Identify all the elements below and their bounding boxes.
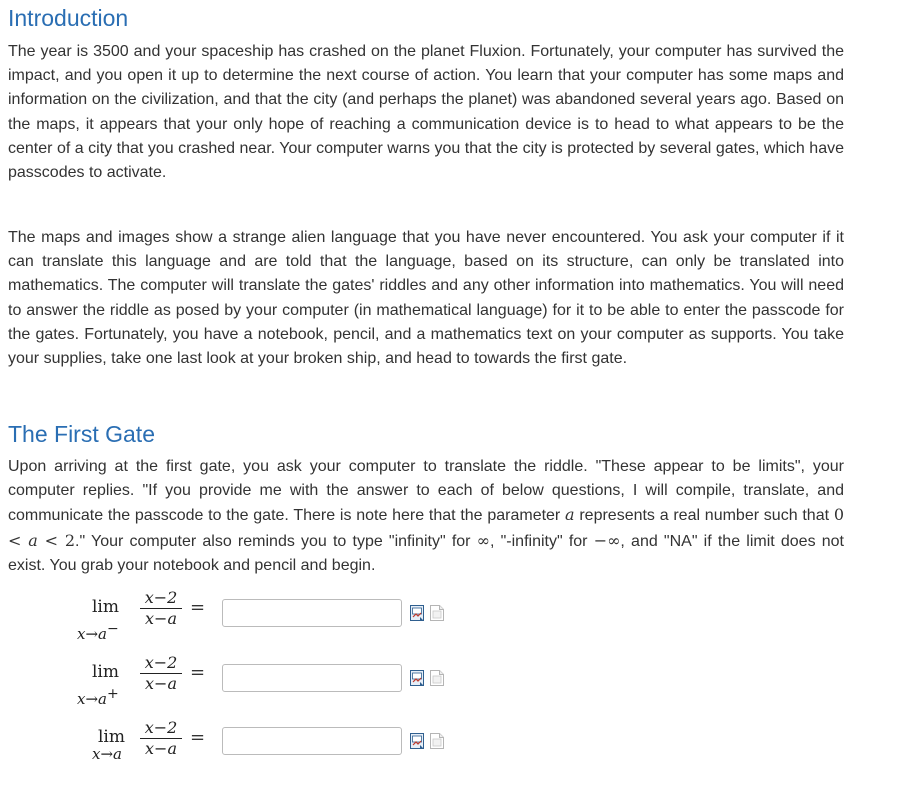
equals-sign: = bbox=[190, 727, 206, 748]
limit-fraction bbox=[140, 654, 182, 693]
answer-input-3[interactable] bbox=[222, 727, 402, 755]
first-gate-paragraph: Upon arriving at the first gate, you ask your computer to translate the riddle. "These appear to be limits", your computer replies. "If you provide me with the answer to each of below questions, I will compile, translate, and communicate the passcode to the gate. There is note here that the parameter a represents a real number such that 0 < a < 2." Your computer also reminds you to type "infinity" for ∞, "-infinity" for −∞, and "NA" if the limit does not exist. You grab your notebook and pencil and begin. bbox=[8, 458, 844, 574]
inequality-two: 2 bbox=[64, 530, 76, 550]
side-superscript: + bbox=[106, 686, 119, 702]
preview-icon[interactable] bbox=[410, 670, 424, 686]
intro-heading: Introduction bbox=[8, 5, 129, 31]
lim-label: lim bbox=[92, 662, 119, 682]
lim-label: lim bbox=[92, 597, 119, 617]
help-document-icon[interactable] bbox=[430, 733, 444, 749]
fraction-numerator: x−2 bbox=[144, 588, 178, 607]
limit-problem-2 bbox=[0, 650, 911, 710]
help-document-icon[interactable] bbox=[430, 605, 444, 621]
lim-subscript: x→a+ bbox=[77, 686, 119, 708]
preview-icon[interactable] bbox=[410, 605, 424, 621]
fraction-numerator: x−2 bbox=[144, 718, 178, 737]
lim-label: lim bbox=[98, 727, 125, 747]
fraction-denominator: x−a bbox=[145, 739, 177, 758]
lim-subscript: x→a− bbox=[77, 621, 119, 643]
limit-fraction bbox=[140, 589, 182, 628]
parameter-a: a bbox=[565, 505, 575, 525]
limit-problem-3 bbox=[0, 715, 911, 775]
answer-input-1[interactable] bbox=[222, 599, 402, 627]
fraction-numerator: x−2 bbox=[144, 653, 178, 672]
answer-input-2[interactable] bbox=[222, 664, 402, 692]
fraction-denominator: x−a bbox=[145, 609, 177, 628]
lim-subscript: x→a bbox=[92, 745, 122, 763]
limit-fraction bbox=[140, 719, 182, 758]
limit-problem-1 bbox=[0, 585, 911, 645]
inequality-zero: 0 bbox=[833, 505, 844, 525]
equals-sign: = bbox=[190, 597, 206, 618]
intro-paragraph-1: The year is 3500 and your spaceship has crashed on the planet Fluxion. Fortunately, your computer has survived the impact, and you open it up to determine the next course of action. You learn that your computer has some maps and information on the civilization, and that the city (and perhaps the planet) was abandoned several years ago. Based on the maps, it appears that your only hope of reaching a communication device is to head to what appears to be the center of a city that you crashed near. Your computer warns you that the city is protected by several gates, which have passcodes to activate. bbox=[8, 43, 844, 182]
help-document-icon[interactable] bbox=[430, 670, 444, 686]
intro-paragraph-2: The maps and images show a strange alien language that you have never encountered. You ask your computer if it can translate this language and are told that the language, based on its structure, can only be translated into mathematics. The computer will translate the gates' riddles and any other information into mathematics. You will need to answer the riddle as posed by your computer (in mathematical language) for it to be able to enter the passcode for the gates. Fortunately, you have a notebook, pencil, and a mathematics text on your computer as supports. You take your supplies, take one last look at your broken ship, and head to towards the first gate. bbox=[8, 229, 844, 368]
equals-sign: = bbox=[190, 662, 206, 683]
first-gate-heading: The First Gate bbox=[8, 421, 155, 447]
preview-icon[interactable] bbox=[410, 733, 424, 749]
fraction-denominator: x−a bbox=[145, 674, 177, 693]
inequality-a: a bbox=[28, 530, 38, 550]
side-superscript: − bbox=[106, 621, 119, 637]
infinity-symbol: ∞ bbox=[476, 530, 490, 550]
negative-infinity-symbol: −∞ bbox=[593, 530, 621, 550]
